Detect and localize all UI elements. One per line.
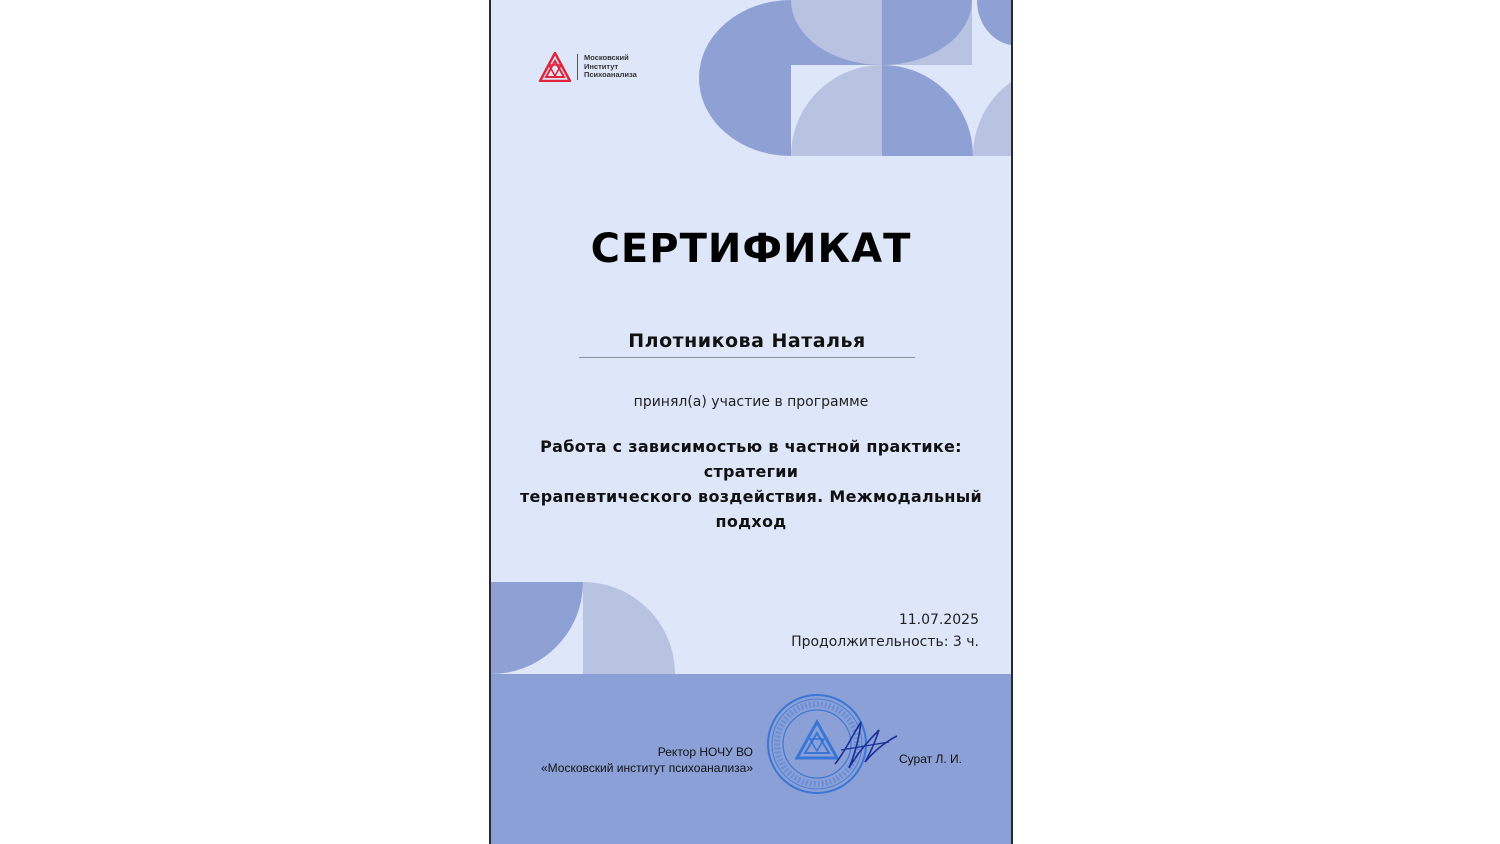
recipient-name: Плотникова Наталья xyxy=(579,330,915,358)
program-line-3: подход xyxy=(715,512,787,531)
rector-title xyxy=(541,744,753,776)
program-line-1: Работа с зависимостью в частной практике: стратегии xyxy=(540,437,962,481)
deco-quarter-3 xyxy=(977,0,1011,45)
triangle-logo-icon xyxy=(539,52,571,82)
duration: Продолжительность: 3 ч. xyxy=(791,634,979,650)
participation-text: принял(а) участие в программе xyxy=(633,394,869,410)
signer-name: Сурат Л. И. xyxy=(899,752,962,766)
certificate xyxy=(489,0,1013,844)
deco-bottom-quarter-dark xyxy=(491,582,583,674)
program-title xyxy=(491,434,1011,534)
deco-quarter-6 xyxy=(973,82,1011,156)
certificate-title: СЕРТИФИКАТ xyxy=(590,226,912,272)
signature-icon xyxy=(831,714,901,774)
rector-line-1: Ректор НОЧУ ВО xyxy=(657,745,753,759)
institute-logo xyxy=(539,52,637,82)
deco-quarter-4 xyxy=(791,65,882,156)
logo-line-3: Психоанализа xyxy=(584,70,637,80)
logo-line-1: Московский xyxy=(584,53,629,63)
logo-text xyxy=(577,54,637,80)
issue-date: 11.07.2025 xyxy=(898,612,979,628)
deco-quarter-5 xyxy=(882,65,973,156)
logo-line-2: Институт xyxy=(584,61,619,71)
rector-line-2: «Московский институт психоанализа» xyxy=(540,761,753,775)
deco-bottom-quarter-light xyxy=(583,582,675,674)
program-line-2: терапевтического воздействия. Межмодальный xyxy=(519,487,983,506)
